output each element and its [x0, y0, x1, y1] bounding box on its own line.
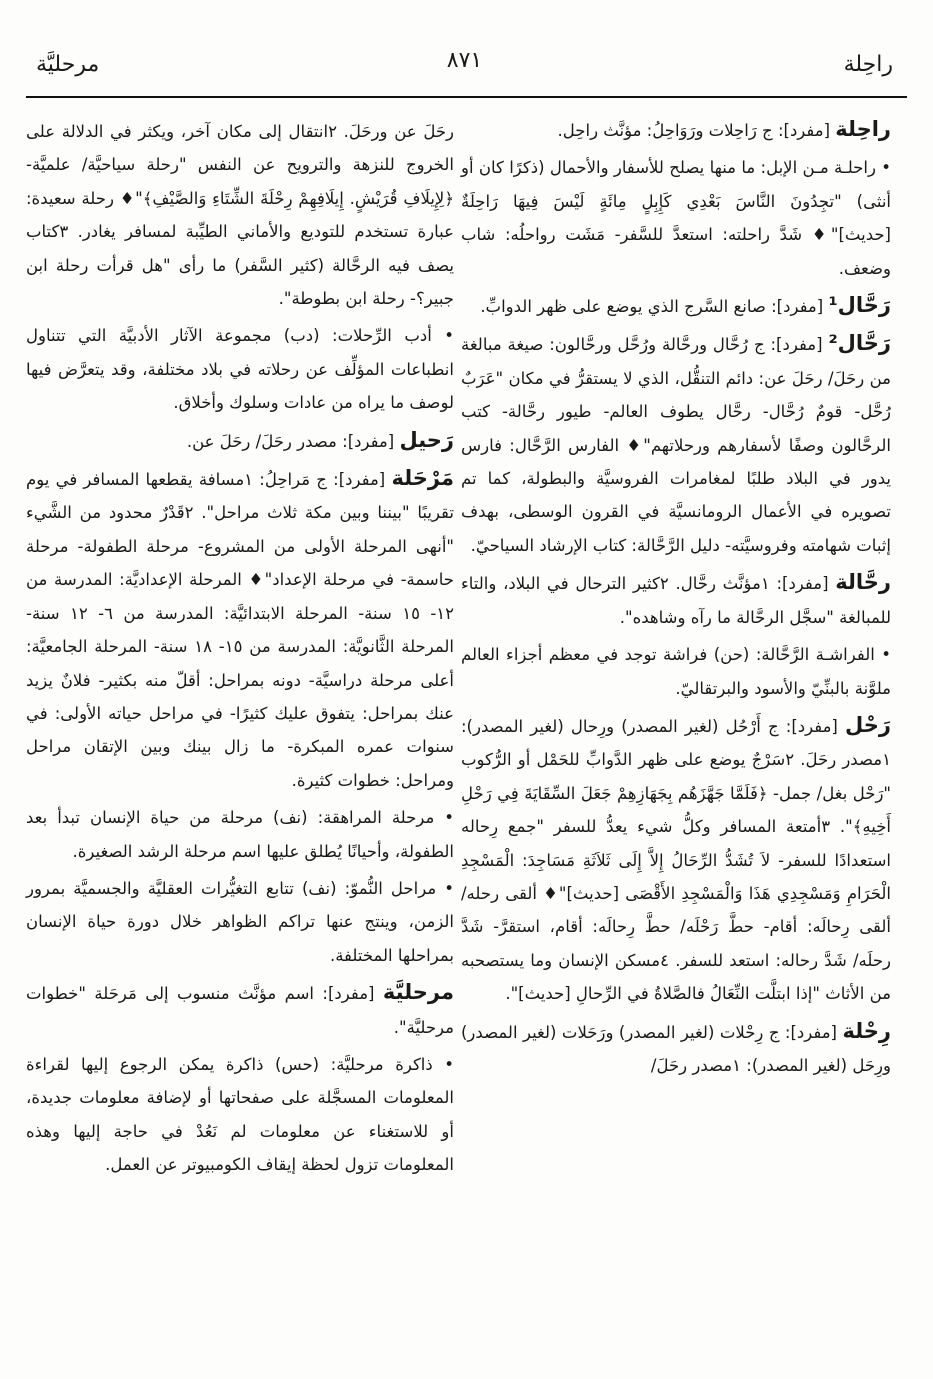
definition-text: • مراحل النُّموّ: (نف) تتابع التغيُّرات العقليَّة والجسميَّة بمرور الزمن، وينتج عنها تراكم الظواهر خلال دورة حياة الإنسان بمراحلها المختلفة. — [26, 878, 454, 965]
sub-entry — [26, 115, 454, 315]
dictionary-entry — [461, 289, 891, 323]
dictionary-entry — [26, 976, 454, 1044]
definition-text: • مرحلة المراهقة: (نف) مرحلة من حياة الإنسان تبدأ بعد الطفولة، وأحيانًا يُطلق عليها اسم مرحلة الرشد الصغيرة. — [26, 808, 454, 861]
definition-text: [مفرد]: صانع السَّرج الذي يوضع على ظهر الدوابِّ. — [480, 297, 829, 317]
definition-text: [مفرد]: مصدر رحَلَ/ رحَلَ عن. — [186, 431, 400, 451]
definition-text: • الفراشـة الرَّحَّالة: (حن) فراشة توجد في معظم أجزاء العالم ملوَّنة بالبنِّيّ والأسود والبرتقاليّ. — [461, 645, 891, 698]
dictionary-entry — [461, 113, 891, 147]
header-last-word: مرحليَّة — [36, 52, 100, 77]
definition-text: [مفرد]: ج رَاحِلات ورَوَاحِلُ: مؤنَّث راحِل. — [557, 121, 836, 140]
right-column — [461, 113, 891, 1086]
headword: رَحيل — [399, 427, 454, 452]
headword: مَرْحَلة — [391, 466, 454, 491]
left-column — [26, 113, 454, 1186]
definition-text: [مفرد]: ج رُحَّال ورحَّالة ورُحَّل ورحَّالون: صيغة مبالغة من رحَلَ/ رحَلَ عن: دائم التنقُّل، الذي لا يستقرُّ في مكان "عَرَبٌ رُحَّل- قومٌ رُحَّال- رحَّال يطوف العالم- طيور رحَّالة- كتب الرحَّالون وصفًا لأسفارهم ورحلاتهم"♦ الفارس الرَّحَّال: فارس يدور في البلاد طلبًا لمغامرات الفروسيَّة والبطولة، كما تم تصويره في الأعمال الرومانسيَّة في القرون الوسطى، بهدف إثبات شهامته وفروسيَّته- دليل الرَّحَّالة: كتاب الإرشاد السياحيّ. — [461, 335, 891, 555]
headword: مرحليَّة — [382, 980, 454, 1005]
sub-entry — [26, 872, 454, 972]
headword: رَحَّال² — [828, 331, 891, 356]
definition-text: • راحلـة مـن الإبل: ما منها يصلح للأسفار والأحمال (ذكرًا كان أو أنثى) "تجِدُونَ النَّاسَ بَعْدِي كَإِبِلٍ مِائَةٍ لَيْسَ فِيهَا رَاحِلَةٌ [حديث]"♦ شَدَّ راحلته: استعدَّ للسَّفر- مَشَت رواحلُه: شاب وضعف. — [461, 158, 891, 278]
headword: رِحْلة — [842, 1018, 891, 1043]
sub-entry — [461, 638, 891, 705]
headword: راحِلة — [835, 117, 891, 141]
definition-text: رحَلَ عن ورحَلَ. ٢انتقال إلى مكان آخر، ويكثر في الدلالة على الخروج للنزهة والترويح عن النفس "رحلة سياحيَّة/ علميَّة- ﴿لِإِيلَافِ قُرَيْشٍ. إِيلَافِهِمْ رِحْلَةَ الشِّتَاءِ وَالصَّيْفِ﴾"♦ رحلة سعيدة: عبارة تستخدم للتوديع والأماني الطيِّبة لمسافر يغادر. ٣كتاب يصف فيه الرحَّالة (كثير السَّفر) ما رأى "هل قرأت رحلة ابن جبير؟- رحلة ابن بطوطة". — [26, 122, 454, 309]
dictionary-entry — [26, 424, 454, 458]
dictionary-entry — [461, 1015, 891, 1083]
definition-text: [مفرد]: ١مؤنَّث رحَّال. ٢كثير الترحال في البلاد، والتاء للمبالغة "سجَّل الرحَّالة ما رآه وشاهده". — [461, 574, 891, 627]
header-first-word: راحِلة — [843, 52, 893, 77]
dictionary-entry — [26, 462, 454, 797]
dictionary-entry — [461, 327, 891, 562]
definition-text: • ذاكرة مرحليَّة: (حس) ذاكرة يمكن الرجوع إليها لقراءة المعلومات المسجَّلة على صفحاتها أو لإضافة معلومات جديدة، أو للاستغناء عن معلومات لم نَعُدْ في حاجة إليها وهذه المعلومات تزول لحظة إيقاف الكومبيوتر عن العمل. — [26, 1054, 454, 1175]
headword: رَحْل — [845, 712, 891, 737]
headword: رَحَّال¹ — [828, 293, 891, 318]
sub-entry — [461, 151, 891, 285]
definition-text: [مفرد]: ج مَراحِلُ: ١مسافة يقطعها المسافر في يوم تقريبًا "بيننا وبين مكة ثلاث مراحل". ٢قَدْرٌ محدود من الشَّيء "أنهى المرحلة الأولى من المشروع- مرحلة الطفولة- مرحلة حاسمة- في مرحلة الإعداد"♦ المرحلة الإعداديَّة: المدرسة من ١٢- ١٥ سنة- المرحلة الابتدائيَّة: المدرسة من ٦- ١٢ سنة- المرحلة الثَّانويَّة: المدرسة من ١٥- ١٨ سنة- المرحلة الجامعيَّة: أعلى مرحلة دراسيَّة- دونه بمراحل: أقلّ منه بكثير- فلانٌ يزيد عنك بمراحل: يتفوق عليك كثيرًا- في مراحل حياته الأولى: في سنوات عمره المبكرة- ما زال بينك وبين الإتقان مراحل ومراحل: خطوات كثيرة. — [26, 470, 455, 790]
definition-text: [مفرد]: اسم مؤنَّث منسوب إلى مَرحَلة "خطوات مرحليَّة". — [26, 984, 454, 1037]
definition-text: • أدب الرِّحلات: (دب) مجموعة الآثار الأدبيَّة التي تتناول انطباعات المؤلِّف عن رحلاته في بلاد مختلفة، وقد يتعرَّض فيها لوصف ما يراه من عادات وسلوك وأخلاق. — [26, 326, 454, 413]
sub-entry — [26, 319, 454, 419]
page-header — [28, 48, 901, 88]
sub-entry — [26, 1048, 454, 1182]
dictionary-entry — [461, 566, 891, 634]
page-number: ٨٧١ — [446, 48, 483, 73]
definition-text: [مفرد]: ج أَرْحُل (لغير المصدر) ورِحال (لغير المصدر): ١مصدر رحَلَ. ٢سَرْجٌ يوضع على ظهر الدَّوابِّ للحَمْل أو الرُّكوب "رَحْل بغل/ جمل- ﴿فَلَمَّا جَهَّزَهُم بِجَهَازِهِمْ جَعَلَ السِّقَايَةَ فِي رَحْلِ أَخِيهِ﴾". ٣أمتعة المسافر وكلُّ شيء يعدُّ للسفر "جمع رِحاله استعدادًا للسفر- لاَ تُشَدُّ الرِّحَالُ إِلاَّ إِلَى ثَلاَثَةِ مَسَاجِدَ: الْمَسْجِدِ الْحَرَامِ وَمَسْجِدِي هَذَا وَالْمَسْجِدِ الأَقْصَى [حديث]"♦ ألقى رحله/ ألقى رِحالَه: أقام- حطَّ رَحْلَه/ حطَّ رِحالَه: أقام، استقرَّ- شَدَّ رحلَه/ شَدَّ رحاله: استعد للسفر. ٤مسكن الإنسان وما يستصحبه من الأثاث "إذا ابتلَّت النِّعَالُ فالصَّلاةُ في الرِّحالِ [حديث]". — [461, 716, 891, 1004]
sub-entry — [26, 801, 454, 868]
headword: رحَّالة — [835, 570, 892, 595]
header-rule — [26, 96, 907, 98]
definition-text: [مفرد]: ج رِحْلات (لغير المصدر) ورَحَلات (لغير المصدر) ورِحَل (لغير المصدر): ١مصدر رحَلَ/ — [461, 1022, 891, 1075]
dictionary-entry — [461, 709, 891, 1011]
